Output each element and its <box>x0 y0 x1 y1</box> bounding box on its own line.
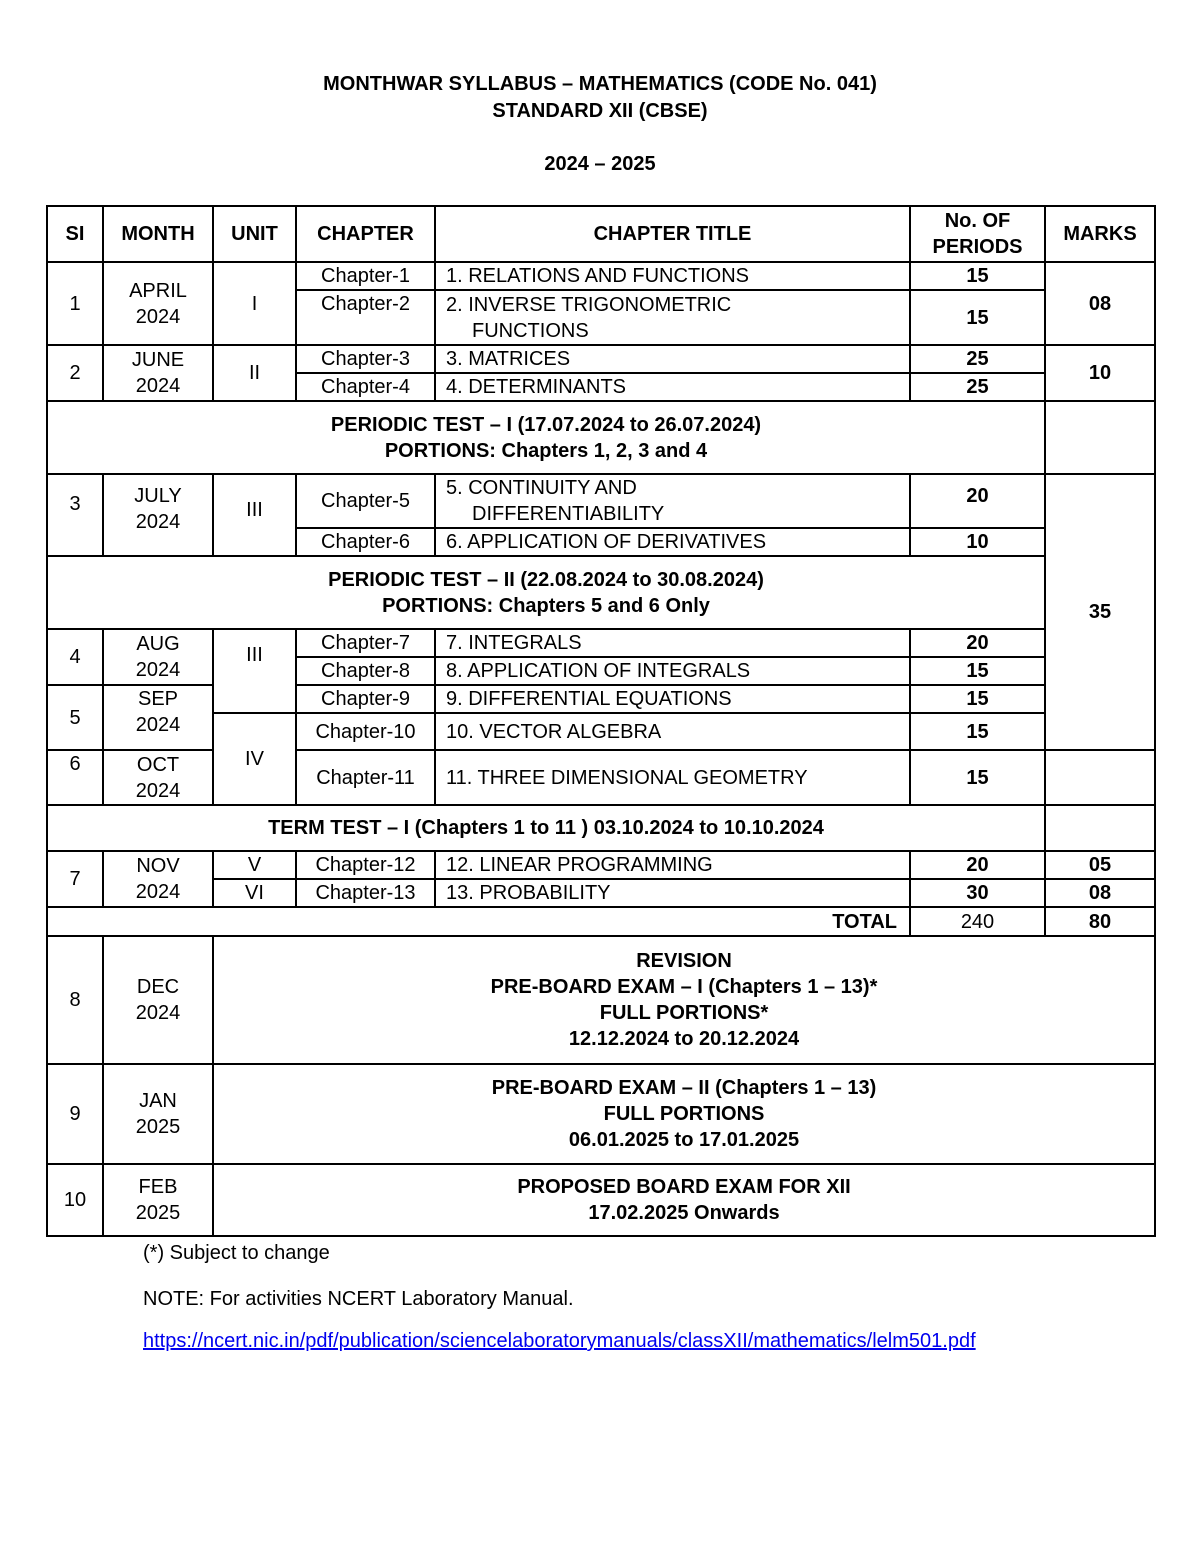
periods-cell: 15 <box>910 290 1045 345</box>
marks-cell: 05 <box>1045 851 1155 879</box>
chapter-cell: Chapter-7 <box>296 629 435 657</box>
month-year: 2024 <box>135 375 181 397</box>
marks-cell: 35 <box>1045 474 1155 750</box>
document-title: MONTHWAR SYLLABUS – MATHEMATICS (CODE No. 041) <box>323 73 877 95</box>
si-cell: 1 <box>47 262 103 345</box>
month-name: JAN <box>139 1090 177 1112</box>
periods-cell: 15 <box>910 657 1045 685</box>
month-cell <box>103 1164 213 1236</box>
chapter-cell: Chapter-9 <box>296 685 435 713</box>
unit-cell: V <box>213 851 296 879</box>
unit-cell: IV <box>213 713 296 805</box>
month-name: APRIL <box>129 279 187 302</box>
pre-board-exam-2-cell <box>213 1064 1155 1164</box>
chapter-title-cell <box>435 474 910 528</box>
pre-board-exam-1-dates: 12.12.2024 to 20.12.2024 <box>568 1028 800 1050</box>
table-row <box>47 713 1155 750</box>
si-cell: 5 <box>47 685 103 750</box>
table-row <box>47 262 1155 290</box>
periodic-test-1-row <box>47 401 1155 474</box>
month-cell <box>103 1064 213 1164</box>
chapter-title-cell: 3. MATRICES <box>435 345 910 373</box>
month-cell <box>103 685 213 750</box>
total-marks: 80 <box>1045 907 1155 936</box>
chapter-title-cell: 9. DIFFERENTIAL EQUATIONS <box>435 685 910 713</box>
month-cell <box>103 851 213 907</box>
syllabus-table <box>46 205 1156 1237</box>
unit-cell: I <box>213 262 296 345</box>
month-year: 2024 <box>135 1002 181 1024</box>
column-header-month: MONTH <box>103 206 213 262</box>
chapter-cell: Chapter-8 <box>296 657 435 685</box>
chapter-title-cell: 12. LINEAR PROGRAMMING <box>435 851 910 879</box>
revision-label: REVISION <box>636 950 732 972</box>
month-year: 2024 <box>135 779 181 802</box>
column-header-unit: UNIT <box>213 206 296 262</box>
term-test-cell: TERM TEST – I (Chapters 1 to 11 ) 03.10.2024 to 10.10.2024 <box>47 805 1045 851</box>
lab-manual-note: NOTE: For activities NCERT Laboratory Manual. <box>143 1288 574 1310</box>
periods-cell: 15 <box>910 750 1045 805</box>
chapter-cell: Chapter-12 <box>296 851 435 879</box>
chapter-cell: Chapter-11 <box>296 750 435 805</box>
periods-cell: 15 <box>910 262 1045 290</box>
periods-cell: 25 <box>910 345 1045 373</box>
periods-cell: 25 <box>910 373 1045 401</box>
chapter-title-cell: 10. VECTOR ALGEBRA <box>435 713 910 750</box>
table-row <box>47 879 1155 907</box>
total-row <box>47 907 1155 936</box>
month-cell <box>103 629 213 685</box>
month-cell <box>103 936 213 1064</box>
month-year: 2024 <box>135 659 181 681</box>
periodic-test-2-dates: PERIODIC TEST – II (22.08.2024 to 30.08.2024) <box>328 568 764 591</box>
pre-board-exam-1-portions: FULL PORTIONS* <box>599 1002 769 1024</box>
periodic-test-1-portions: PORTIONS: Chapters 1, 2, 3 and 4 <box>384 439 708 462</box>
column-header-chapter-title: CHAPTER TITLE <box>435 206 910 262</box>
periodic-test-1-cell <box>47 401 1045 474</box>
periods-cell: 20 <box>910 851 1045 879</box>
chapter-cell: Chapter-3 <box>296 345 435 373</box>
si-cell: 6 <box>47 750 103 805</box>
lab-manual-link[interactable]: https://ncert.nic.in/pdf/publication/sciencelaboratorymanuals/classXII/mathematics/lelm501.pdf <box>143 1330 976 1352</box>
chapter-title-cell: 13. PROBABILITY <box>435 879 910 907</box>
periodic-test-1-dates: PERIODIC TEST – I (17.07.2024 to 26.07.2024) <box>330 413 762 436</box>
chapter-title-cell <box>435 290 910 345</box>
empty-marks-cell <box>1045 401 1155 474</box>
month-year: 2024 <box>135 714 181 736</box>
si-cell: 8 <box>47 936 103 1064</box>
table-header-row <box>47 206 1155 262</box>
chapter-title-line1: 5. CONTINUITY AND <box>446 477 637 499</box>
chapter-cell: Chapter-13 <box>296 879 435 907</box>
column-header-si: SI <box>47 206 103 262</box>
marks-cell: 10 <box>1045 345 1155 401</box>
month-cell <box>103 750 213 805</box>
chapter-title-line2: DIFFERENTIABILITY <box>472 503 665 525</box>
month-name: JULY <box>134 485 182 507</box>
table-row <box>47 1064 1155 1164</box>
month-cell <box>103 345 213 401</box>
month-year: 2024 <box>135 305 181 328</box>
document-subtitle: STANDARD XII (CBSE) <box>492 100 708 122</box>
chapter-title-cell: 4. DETERMINANTS <box>435 373 910 401</box>
periodic-test-2-cell <box>47 556 1045 629</box>
table-row <box>47 1164 1155 1236</box>
table-row <box>47 851 1155 879</box>
chapter-title-cell: 6. APPLICATION OF DERIVATIVES <box>435 528 910 556</box>
month-name: AUG <box>136 633 180 655</box>
pre-board-exam-2-title: PRE-BOARD EXAM – II (Chapters 1 – 13) <box>491 1077 877 1099</box>
periodic-test-2-row <box>47 556 1155 629</box>
unit-cell: III <box>213 474 296 556</box>
column-header-marks: MARKS <box>1045 206 1155 262</box>
pre-board-exam-1-title: PRE-BOARD EXAM – I (Chapters 1 – 13)* <box>490 976 878 998</box>
month-year: 2025 <box>135 1116 181 1138</box>
month-year: 2024 <box>135 511 181 533</box>
marks-cell: 08 <box>1045 262 1155 345</box>
table-row <box>47 345 1155 373</box>
pre-board-exam-1-cell <box>213 936 1155 1064</box>
si-cell: 2 <box>47 345 103 401</box>
periods-cell: 20 <box>910 474 1045 528</box>
marks-cell: 08 <box>1045 879 1155 907</box>
chapter-cell: Chapter-5 <box>296 474 435 528</box>
month-cell <box>103 262 213 345</box>
periods-cell: 10 <box>910 528 1045 556</box>
chapter-title-cell: 11. THREE DIMENSIONAL GEOMETRY <box>435 750 910 805</box>
si-cell: 9 <box>47 1064 103 1164</box>
periods-cell: 30 <box>910 879 1045 907</box>
pre-board-exam-2-portions: FULL PORTIONS <box>603 1103 765 1125</box>
unit-cell: II <box>213 345 296 401</box>
chapter-cell: Chapter-10 <box>296 713 435 750</box>
empty-marks-cell <box>1045 805 1155 851</box>
periods-cell: 20 <box>910 629 1045 657</box>
periodic-test-2-portions: PORTIONS: Chapters 5 and 6 Only <box>382 594 710 617</box>
periods-cell: 15 <box>910 685 1045 713</box>
board-exam-cell <box>213 1164 1155 1236</box>
chapter-title-cell: 8. APPLICATION OF INTEGRALS <box>435 657 910 685</box>
month-name: OCT <box>136 753 180 776</box>
month-name: NOV <box>136 855 180 877</box>
si-cell: 4 <box>47 629 103 685</box>
month-name: JUNE <box>131 349 185 371</box>
table-row <box>47 474 1155 528</box>
chapter-cell: Chapter-1 <box>296 262 435 290</box>
month-cell <box>103 474 213 556</box>
month-year: 2025 <box>135 1202 181 1224</box>
si-cell: 10 <box>47 1164 103 1236</box>
chapter-title-cell: 1. RELATIONS AND FUNCTIONS <box>435 262 910 290</box>
term-test-row <box>47 805 1155 851</box>
chapter-cell: Chapter-4 <box>296 373 435 401</box>
column-header-periods <box>910 206 1045 262</box>
periods-header-line2: PERIODS <box>932 236 1023 258</box>
month-year: 2024 <box>135 881 181 903</box>
unit-cell: III <box>213 629 296 713</box>
month-name: FEB <box>138 1176 178 1198</box>
chapter-title-line1: 2. INVERSE TRIGONOMETRIC <box>446 293 732 316</box>
academic-year: 2024 – 2025 <box>544 153 656 175</box>
si-cell: 7 <box>47 851 103 907</box>
total-label: TOTAL <box>47 907 910 936</box>
chapter-title-cell: 7. INTEGRALS <box>435 629 910 657</box>
chapter-cell: Chapter-2 <box>296 290 435 345</box>
total-periods: 240 <box>910 907 1045 936</box>
table-row <box>47 629 1155 657</box>
pre-board-exam-2-dates: 06.01.2025 to 17.01.2025 <box>568 1129 800 1151</box>
board-exam-date: 17.02.2025 Onwards <box>588 1202 780 1224</box>
subject-to-change-note: (*) Subject to change <box>143 1242 330 1264</box>
column-header-chapter: CHAPTER <box>296 206 435 262</box>
periods-cell: 15 <box>910 713 1045 750</box>
unit-cell: VI <box>213 879 296 907</box>
month-name: SEP <box>137 688 179 710</box>
periods-header-line1: No. OF <box>944 210 1011 232</box>
si-cell: 3 <box>47 474 103 556</box>
table-row <box>47 936 1155 1064</box>
board-exam-title: PROPOSED BOARD EXAM FOR XII <box>517 1176 851 1198</box>
month-name: DEC <box>136 976 180 998</box>
chapter-title-line2: FUNCTIONS <box>472 319 589 342</box>
chapter-cell: Chapter-6 <box>296 528 435 556</box>
